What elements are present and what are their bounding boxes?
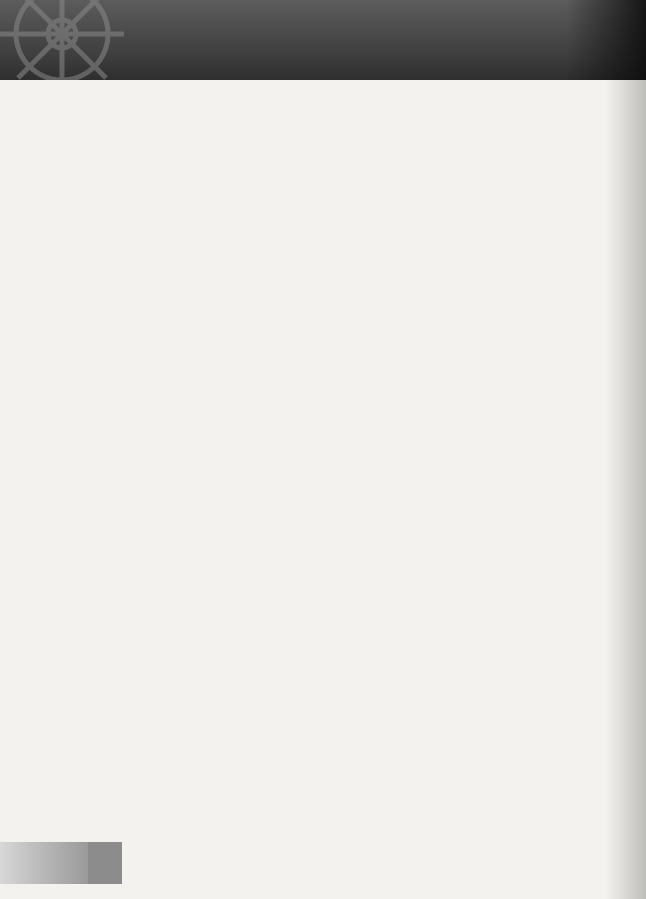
- page-number: [88, 842, 122, 884]
- chapter-header: [0, 0, 646, 80]
- ship-wheel-icon: [0, 0, 140, 80]
- footer-band: [0, 842, 88, 884]
